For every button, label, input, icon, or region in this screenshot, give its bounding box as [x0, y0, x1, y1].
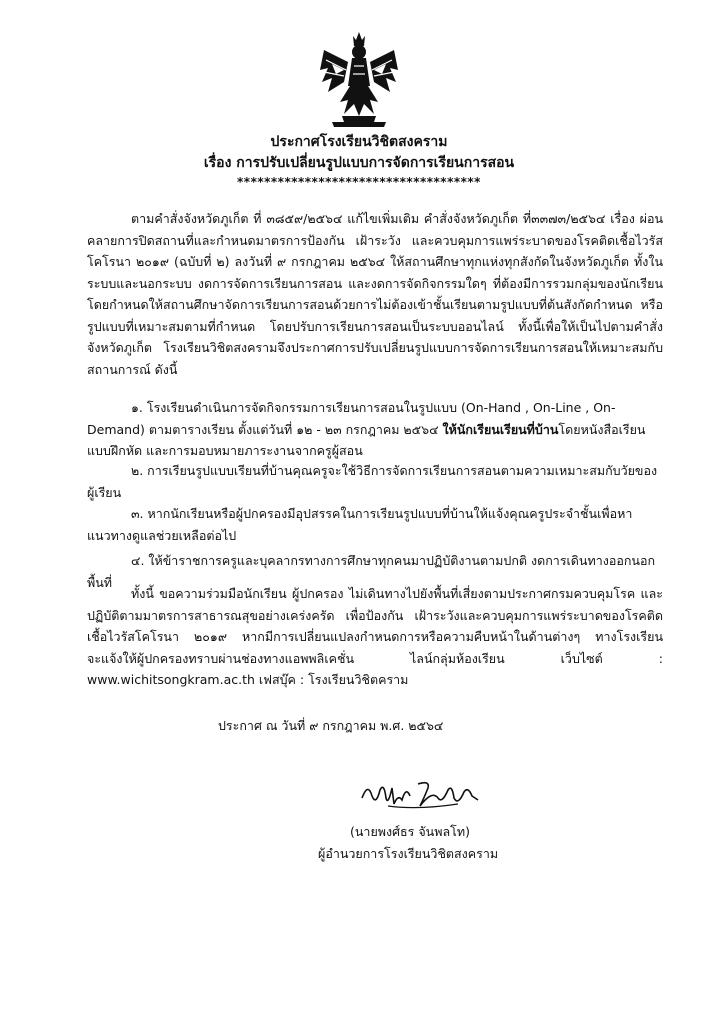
announcement-date: ประกาศ ณ วันที่ ๙ กรกฎาคม พ.ศ. ๒๕๖๔	[218, 718, 444, 733]
list-item-3: ๓. หากนักเรียนหรือผู้ปกครองมีอุปสรรคในการเรียนรูปแบบที่บ้านให้แจ้งคุณครูประจำชั้นเพื่อหาแนวทางดูแลช่วยเหลือต่อไป	[87, 506, 633, 543]
list-item-1	[87, 397, 663, 462]
list-item-1-text-b: โดยหนังสือเรียน แบบฝึกหัด และการมอบหมายภาระงานจากครูผู้สอน	[87, 421, 646, 458]
signature-icon	[358, 776, 482, 812]
list-item-1-bold: ให้นักเรียนเรียนที่บ้าน	[442, 421, 559, 437]
signer-name: (นายพงศ์ธร จันพลโท)	[350, 824, 470, 839]
list-item-4: ๔. ให้ข้าราชการครูและบุคลากรทางการศึกษาทุกคนมาปฏิบัติงานตามปกติ งดการเดินทางออกนอกพื้นที่	[87, 553, 656, 590]
list-item-1-text-a: ๑. โรงเรียนดำเนินการจัดกิจกรรมการเรียนการสอนในรูปแบบ (On-Hand , On-Line , On-Demand) ตามตารางเรียน ตั้งแต่วันที่ ๑๒ - ๒๓ กรกฎาคม ๒๕๖๔	[87, 400, 616, 437]
signer-position: ผู้อำนวยการโรงเรียนวิชิตสงคราม	[318, 846, 499, 861]
announcement-title: ประกาศโรงเรียนวิชิตสงคราม	[270, 134, 448, 150]
separator-line: ************************************	[237, 175, 481, 189]
announcement-subject: เรื่อง การปรับเปลี่ยนรูปแบบการจัดการเรียนการสอน	[203, 155, 515, 171]
garuda-emblem-icon	[318, 30, 400, 128]
intro-paragraph: ตามคำสั่งจังหวัดภูเก็ต ที่ ๓๘๕๙/๒๕๖๔ แก้ไขเพิ่มเติม คำสั่งจังหวัดภูเก็ต ที่๓๓๗๓/๒๕๖๔ เรื่อง ผ่อนคลายการปิดสถานที่และกำหนดมาตรการป้องกัน เฝ้าระวัง และควบคุมการแพร่ระบาดของโรคติดเชื้อไวรัสโคโรนา ๒๐๑๙ (ฉบับที่ ๒) ลงวันที่ ๙ กรกฎาคม ๒๕๖๔ ให้สถานศึกษาทุกแห่งทุกสังกัดในจังหวัดภูเก็ต ทั้งในระบบและนอกระบบ งดการจัดการเรียนการสอน และงดการจัดกิจกรรมใดๆ ที่ต้องมีการรวมกลุ่มของนักเรียน โดยกำหนดให้สถานศึกษาจัดการเรียนการสอนด้วยการไม่ต้องเข้าชั้นเรียนตามรูปแบบที่ต้นสังกัดกำหนด หรือรูปแบบที่เหมาะสมตามที่กำหนด โดยปรับการเรียนการสอนเป็นระบบออนไลน์ ทั้งนี้เพื่อให้เป็นไปตามคำสั่งจังหวัดภูเก็ต โรงเรียนวิชิตสงครามจึงประกาศการปรับเปลี่ยนรูปแบบการจัดการเรียนการสอนให้เหมาะสมกับสถานการณ์ ดังนี้	[87, 211, 663, 377]
closing-paragraph: ทั้งนี้ ขอความร่วมมือนักเรียน ผู้ปกครอง ไม่เดินทางไปยังพื้นที่เสี่ยงตามประกาศกรมควบคุมโรค และปฏิบัติตามมาตรการสาธารณสุขอย่างเคร่งครัด เพื่อป้องกัน เฝ้าระวังและควบคุมการแพร่ระบาดของโรคติดเชื้อไวรัสโคโรนา ๒๐๑๙ หากมีการเปลี่ยนแปลงกำหนดการหรือความคืบหน้าในด้านต่างๆ ทางโรงเรียนจะแจ้งให้ผู้ปกครองทราบผ่านช่องทางแอพพลิเคชั่น ไลน์กลุ่มห้องเรียน เว็บไซต์ : www.wichitsongkram.ac.th เฟสบุ๊ค : โรงเรียนวิชิตคราม	[87, 586, 663, 687]
list-item-2: ๒. การเรียนรูปแบบเรียนที่บ้านคุณครูจะใช้วิธีการจัดการเรียนการสอนตามความเหมาะสมกับวัยของผู้เรียน	[87, 463, 658, 500]
